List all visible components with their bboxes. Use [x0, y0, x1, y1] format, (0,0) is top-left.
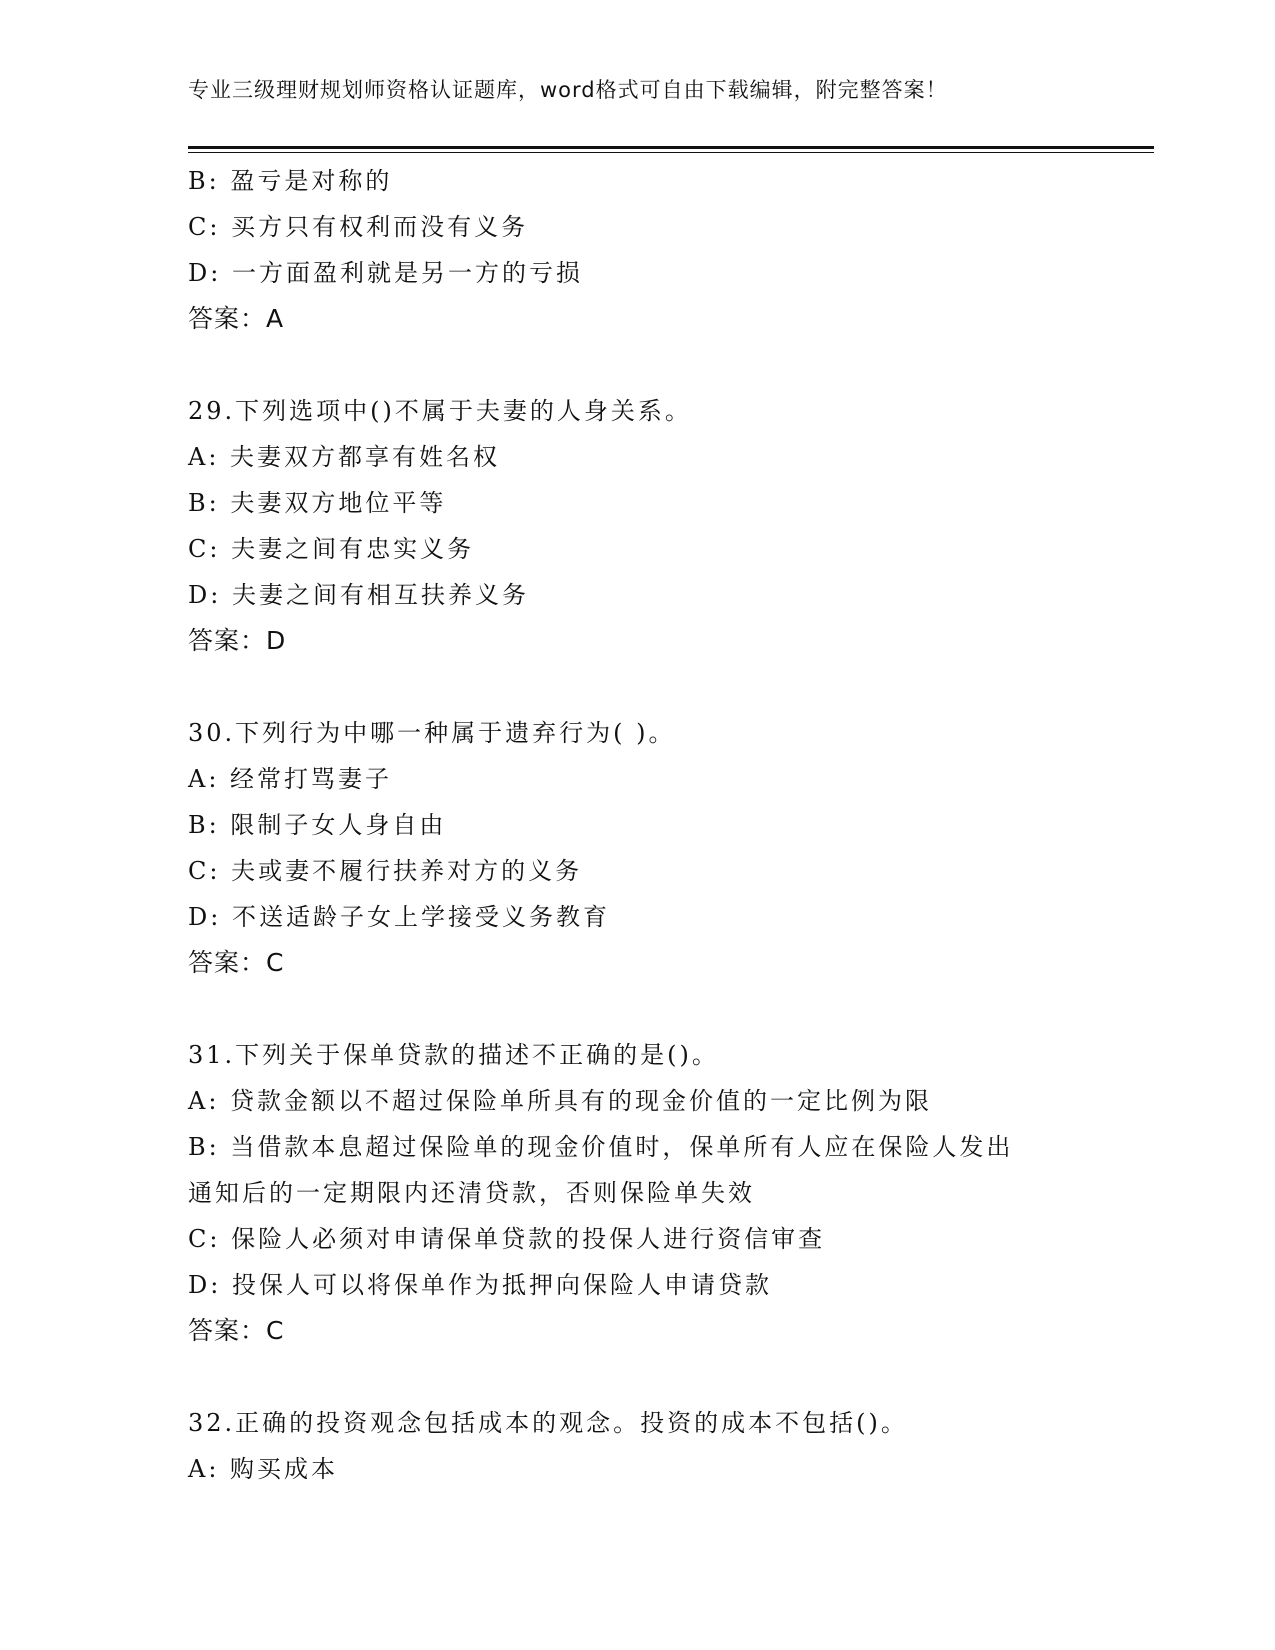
option-a: A: 贷款金额以不超过保险单所具有的现金价值的一定比例为限	[188, 1087, 933, 1115]
option-c: C: 买方只有权利而没有义务	[188, 213, 529, 241]
question-stem: 29.下列选项中()不属于夫妻的人身关系。	[188, 397, 692, 425]
question-31	[188, 1032, 1148, 1354]
option-d: D: 一方面盈利就是另一方的亏损	[188, 259, 583, 287]
question-32	[188, 1400, 1148, 1492]
option-b: B: 当借款本息超过保险单的现金价值时，保单所有人应在保险人发出	[188, 1133, 1014, 1161]
option-c: C: 夫妻之间有忠实义务	[188, 535, 475, 563]
option-c: C: 保险人必须对申请保单贷款的投保人进行资信审查	[188, 1225, 826, 1253]
header-divider-thick	[188, 146, 1154, 149]
answer: 答案：A	[188, 304, 285, 333]
option-b-continuation: 通知后的一定期限内还清贷款，否则保险单失效	[188, 1179, 755, 1207]
document-body	[188, 158, 1148, 1492]
answer: 答案：C	[188, 948, 285, 977]
question-30	[188, 710, 1148, 986]
answer: 答案：D	[188, 626, 287, 655]
question-stem: 32.正确的投资观念包括成本的观念。投资的成本不包括()。	[188, 1409, 908, 1437]
option-d: D: 夫妻之间有相互扶养义务	[188, 581, 529, 609]
spacer	[188, 664, 1148, 710]
answer: 答案：C	[188, 1316, 285, 1345]
question-28-continued	[188, 158, 1148, 342]
spacer	[188, 986, 1148, 1032]
option-a: A: 购买成本	[188, 1455, 339, 1483]
option-b: B: 限制子女人身自由	[188, 811, 447, 839]
option-a: A: 经常打骂妻子	[188, 765, 393, 793]
question-stem: 30.下列行为中哪一种属于遗弃行为( )。	[188, 719, 676, 747]
header-divider-thin	[188, 152, 1154, 153]
option-b: B: 盈亏是对称的	[188, 167, 393, 195]
option-c: C: 夫或妻不履行扶养对方的义务	[188, 857, 583, 885]
option-b: B: 夫妻双方地位平等	[188, 489, 447, 517]
page-header: 专业三级理财规划师资格认证题库，word格式可自由下载编辑，附完整答案！	[188, 78, 948, 102]
option-d: D: 投保人可以将保单作为抵押向保险人申请贷款	[188, 1271, 772, 1299]
question-29	[188, 388, 1148, 664]
question-stem: 31.下列关于保单贷款的描述不正确的是()。	[188, 1041, 719, 1069]
spacer	[188, 1354, 1148, 1400]
option-d: D: 不送适龄子女上学接受义务教育	[188, 903, 610, 931]
option-a: A: 夫妻双方都享有姓名权	[188, 443, 501, 471]
spacer	[188, 342, 1148, 388]
